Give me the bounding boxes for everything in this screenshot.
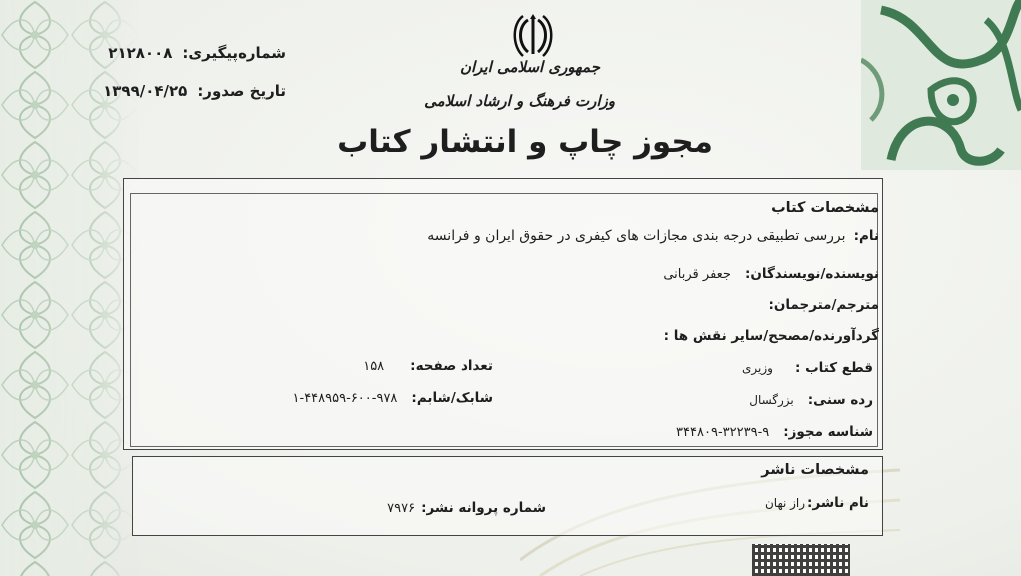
book-name-value: بررسی تطبیقی درجه بندی مجازات های کیفری در حقوق ایران و فرانسه [427, 228, 846, 244]
qr-code-icon [752, 544, 850, 576]
isbn-field [293, 390, 493, 406]
publisher-license-label: شماره پروانه نشر: [421, 500, 546, 516]
pages-label: تعداد صفحه: [410, 358, 493, 374]
publisher-license-value: ۷۹۷۶ [387, 501, 416, 516]
pages-field [363, 358, 493, 374]
book-name-label: نام: [853, 228, 879, 244]
book-section-title: مشخصات کتاب [771, 200, 879, 216]
publisher-name-label: نام ناشر: [807, 495, 869, 511]
license-id-value: ۹-۳۲۲۳۹-۳۴۴۸۰۹ [676, 425, 770, 440]
issue-date-label: تاریخ صدور: [197, 82, 286, 100]
compiler-field [664, 328, 879, 344]
tracking-label: شماره‌پیگیری: [182, 44, 286, 62]
tracking-value: ۲۱۲۸۰۰۸ [108, 44, 173, 62]
license-id-field [676, 424, 873, 440]
issue-date-value: ۱۳۹۹/۰۴/۲۵ [103, 82, 188, 100]
publisher-license-field [387, 500, 546, 516]
format-value: وزیری [742, 361, 773, 375]
book-name-field [427, 228, 879, 244]
publisher-section-title: مشخصات ناشر [761, 462, 869, 478]
compiler-label: گردآورنده/مصحح/سایر نقش ها : [663, 328, 879, 344]
publisher-name-field [765, 495, 869, 511]
age-group-value: بزرگسال [749, 393, 794, 407]
translator-label: مترجم/مترجمان: [768, 297, 879, 313]
corner-ornament-icon [861, 0, 1021, 170]
author-value: جعفر قربانی [663, 267, 731, 282]
age-group-field [749, 392, 873, 408]
iran-emblem-icon [510, 12, 556, 58]
isbn-label: شابک/شابم: [411, 390, 493, 406]
age-group-label: رده سنی: [807, 392, 873, 408]
license-id-label: شناسه مجوز: [783, 424, 873, 440]
format-field [742, 360, 873, 376]
publisher-name-value: راز نهان [764, 496, 806, 510]
author-field [663, 266, 879, 282]
format-label: قطع کتاب : [794, 360, 873, 376]
page-title: مجوز چاپ و انتشار کتاب [337, 124, 713, 160]
author-label: نویسنده/نویسندگان: [744, 266, 879, 282]
pages-value: ۱۵۸ [363, 359, 385, 374]
isbn-value: ۹۷۸-۶۰۰-۴۴۸۹۵۹-۱ [292, 391, 398, 406]
issue-date [103, 82, 286, 100]
ministry-name: وزارت فرهنگ و ارشاد اسلامی [424, 92, 615, 110]
government-name: جمهوری اسلامی ایران [459, 58, 600, 76]
tracking-number [108, 44, 286, 62]
book-details-box [123, 178, 883, 450]
translator-field [768, 297, 879, 313]
